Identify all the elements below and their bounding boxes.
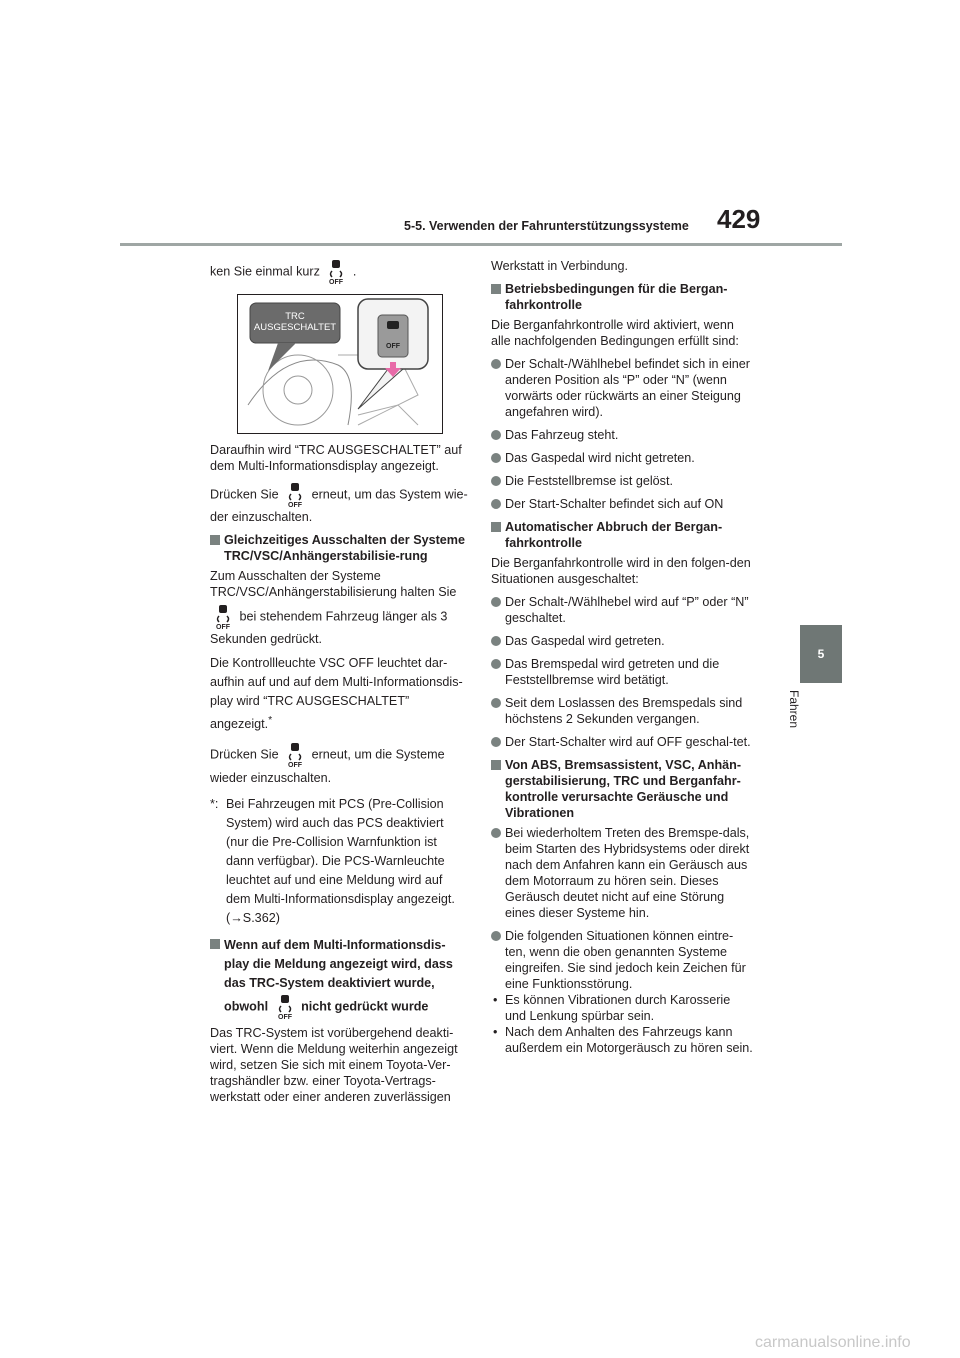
svg-text:OFF: OFF [216,624,230,631]
text: Wenn auf dem Multi-Informationsdis-play die Meldung angezeigt wird, dass das TRC-System deaktiviert wurde, obwohl [224,938,453,1014]
page-number: 429 [717,204,761,234]
text: Drücken Sie [210,747,279,762]
paragraph: Das TRC-System ist vorübergehend deakti-viert. Wenn die Meldung weiterhin angezeigt wird, setzen Sie sich mit einem Toyota-Ver-tragshändler bzw. einer Toyota-Vertrags-werkstatt oder einer anderen zuverlässigen [210,1026,458,1105]
list-item: Seit dem Loslassen des Bremspedals sind höchstens 2 Sekunden vergangen. [491,695,753,727]
text: erneut, um die Systeme wieder einzuschalten. [210,747,445,786]
paragraph [210,481,468,525]
paragraph: Daraufhin wird “TRC AUSGESCHALTET” auf dem Multi-Informationsdisplay angezeigt. [210,443,462,473]
paragraph: Zum Ausschalten der Systeme TRC/VSC/Anhängerstabilisierung halten Sie [210,569,457,599]
svg-text:OFF: OFF [288,762,303,770]
paragraph: Werkstatt in Verbindung. [491,259,628,273]
subheading: Von ABS, Bremsassistent, VSC, Anhän-gerstabilisierung, TRC und Berganfahr-kontrolle verursachte Geräusche und Vibrationen [491,757,753,821]
chapter-label: Fahren [787,690,801,729]
svg-text:OFF: OFF [329,279,344,286]
svg-text:OFF: OFF [288,502,303,509]
header-rule [120,243,842,246]
footnote-mark: * [268,714,273,726]
text: erneut, um das System wie-der einzuschalten. [210,487,468,524]
right-column [491,258,753,1056]
left-column [210,258,468,1112]
dashboard-illustration [237,294,443,434]
text: Bei Fahrzeugen mit PCS (Pre-Collision System) wird auch das PCS deaktiviert (nur die Pre-Collision Warnfunktion ist dann verfügbar). Die PCS-Warnleuchte leuchtet auf und eine Meldung wird auf dem Multi-Informationsdisplay angezeigt. (→S.362) [226,797,455,926]
off-button-label: OFF [386,343,400,350]
vehicle-skid-off-icon [284,481,306,509]
text: Drücken Sie [210,487,279,502]
chapter-tab: 5 [800,625,842,683]
subheading: Automatischer Abbruch der Bergan-fahrkontrolle [491,519,753,551]
list-item: Das Gaspedal wird nicht getreten. [491,450,753,466]
list-item: Die folgenden Situationen können eintre-ten, wenn die oben genannten Systeme eingreifen. Sie sind jedoch kein Zeichen für eine Funktionsstörung. [491,928,753,992]
footnote-mark: *: [210,797,219,812]
list-item: Die Feststellbremse ist gelöst. [491,473,753,489]
subheading: Betriebsbedingungen für die Bergan-fahrkontrolle [491,281,753,313]
text: Die Kontrollleuchte VSC OFF leuchtet dar-aufhin auf und auf dem Multi-Informationsdis-play wird “TRC AUSGESCHALTET” angezeigt. [210,656,463,732]
text: bei stehendem Fahrzeug länger als 3 Sekunden gedrückt. [210,609,448,646]
text: nicht gedrückt wurde [301,999,429,1014]
list-item: Der Schalt-/Wählhebel wird auf “P” oder “N” geschaltet. [491,594,753,626]
display-line-1: TRC [285,311,305,322]
list-item: Das Fahrzeug steht. [491,427,753,443]
list-item: Bei wiederholtem Treten des Bremspe-dals, beim Starten des Hybridsystems oder direkt nach dem Anfahren kann ein Geräusch aus dem Motorraum zu hören sein. Dieses Geräusch deutet nicht auf eine Störung eines dieser Systeme hin. [491,825,753,921]
display-message [252,311,338,333]
paragraph: Die Berganfahrkontrolle wird in den folgen-den Situationen ausgeschaltet: [491,556,751,586]
vehicle-skid-off-icon [284,741,306,769]
list-item: Der Schalt-/Wählhebel befindet sich in einer anderen Position als “P” oder “N” (wenn vorwärts oder rückwärts an einer Steigung angefahren wird). [491,356,753,420]
text: . [352,264,357,279]
paragraph: Die Berganfahrkontrolle wird aktiviert, wenn alle nachfolgenden Bedingungen erfüllt sind: [491,318,739,348]
vehicle-skid-off-icon [212,603,234,631]
watermark: carmanualsonline.info [755,1334,911,1351]
display-line-2: AUSGESCHALTET [253,322,337,333]
footnote [210,795,468,928]
list-item: Das Bremspedal wird getreten und die Feststellbremse wird betätigt. [491,656,753,688]
vehicle-skid-off-icon [274,993,296,1021]
svg-text:OFF: OFF [277,1014,292,1022]
paragraph [210,603,468,647]
subheading: Gleichzeitiges Ausschalten der Systeme TRC/VSC/Anhängerstabilisie-rung [210,532,468,564]
paragraph [210,741,468,788]
paragraph [210,654,468,734]
sub-list-item: • Nach dem Anhalten des Fahrzeugs kann außerdem ein Motorgeräusch zu hören sein. [491,1024,753,1056]
paragraph [210,258,468,286]
list-item: Das Gaspedal wird getreten. [491,633,753,649]
sub-list-item: • Es können Vibrationen durch Karosserie und Lenkung spürbar sein. [491,992,753,1024]
list-item: Der Start-Schalter wird auf OFF geschal-tet. [491,734,753,750]
section-title: 5-5. Verwenden der Fahrunterstützungssysteme [404,219,689,233]
text: ken Sie einmal kurz [210,264,320,279]
list-item: Der Start-Schalter befindet sich auf ON [491,496,753,512]
vehicle-skid-off-icon [325,258,347,286]
subheading [210,936,468,1021]
